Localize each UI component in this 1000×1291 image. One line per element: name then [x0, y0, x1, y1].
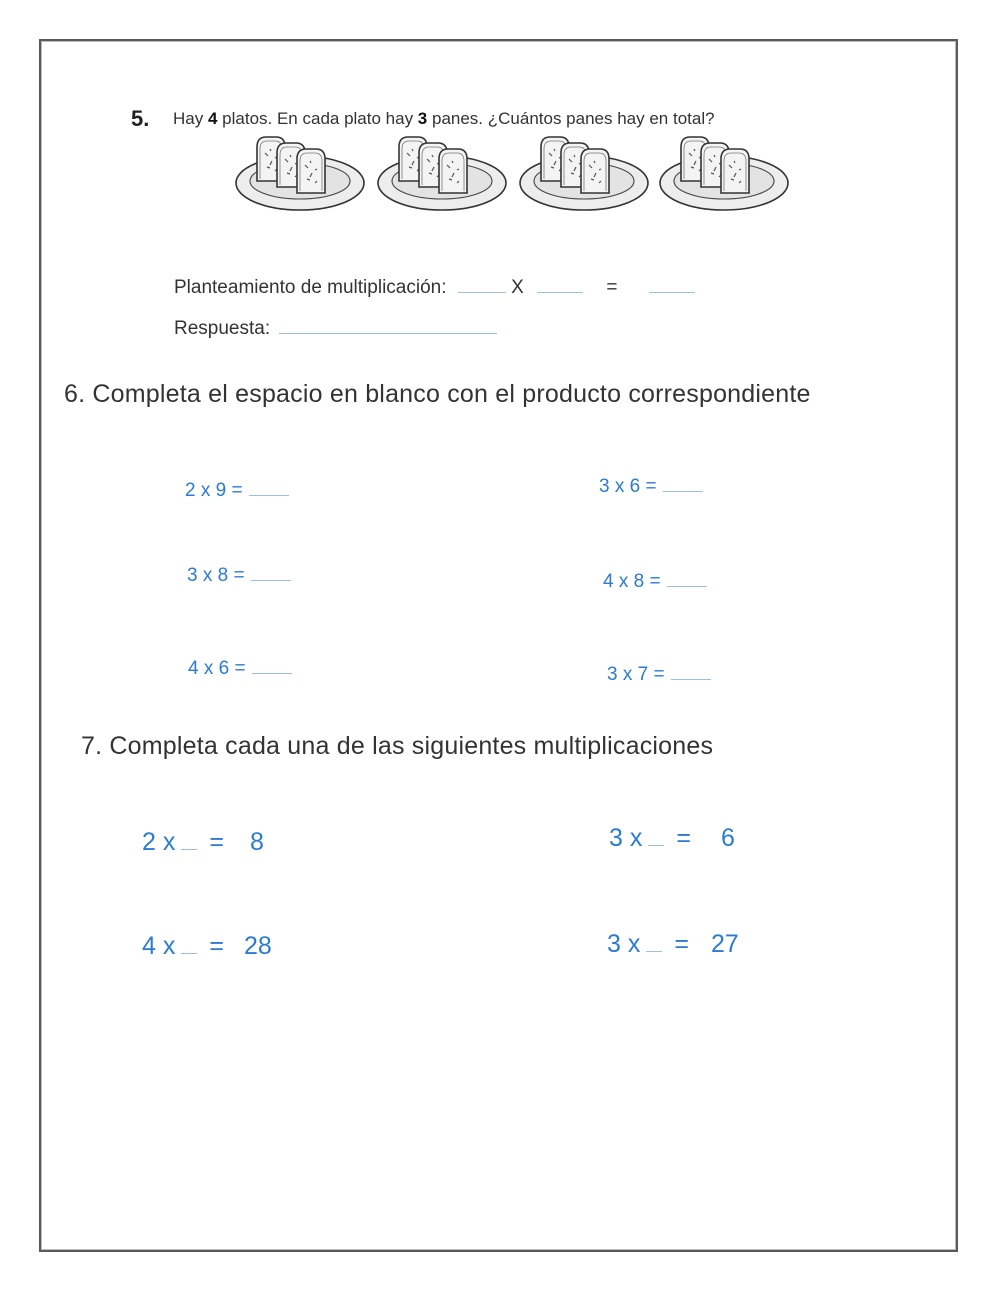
s7-result-4: 27 [710, 930, 739, 958]
s7-result-2: 6 [720, 824, 735, 852]
answer-label: Respuesta: [174, 318, 271, 339]
s6-blank-4[interactable] [667, 586, 707, 587]
s7-blank-4[interactable] [646, 951, 662, 952]
s7-result-3: 28 [243, 932, 272, 960]
bread-count: 3 [417, 109, 428, 128]
plate-1 [236, 137, 364, 210]
multiplication-setup-line [174, 277, 695, 299]
plate-4 [660, 137, 788, 210]
s6-equation-1: 2 x 9 = [185, 480, 289, 502]
s7-blank-3[interactable] [181, 953, 197, 954]
s6-blank-6[interactable] [671, 679, 711, 680]
s7-equation-2: 3 x = 6 [609, 824, 735, 852]
page-border [39, 39, 958, 1252]
s7-blank-2[interactable] [648, 845, 664, 846]
s7-equation-1: 2 x = 8 [142, 828, 264, 856]
setup-blank-1[interactable] [458, 292, 506, 293]
section-6-title: 6. Completa el espacio en blanco con el producto correspondiente [64, 380, 811, 408]
s6-blank-5[interactable] [252, 673, 292, 674]
plates-with-bread-illustration [235, 135, 795, 215]
s6-blank-2[interactable] [663, 491, 703, 492]
plate-3 [520, 137, 648, 210]
s6-equation-4: 4 x 8 = [603, 571, 707, 593]
answer-line [174, 318, 497, 340]
question-5-text: Hay 4 platos. En cada plato hay 3 panes. ¿Cuántos panes hay en total? [173, 109, 715, 128]
equals-sign: = [606, 277, 618, 298]
s6-equation-5: 4 x 6 = [188, 658, 292, 680]
plate-2 [378, 137, 506, 210]
s7-equation-3: 4 x = 28 [142, 932, 272, 960]
s7-result-1: 8 [249, 828, 264, 856]
s6-equation-3: 3 x 8 = [187, 565, 291, 587]
times-sign: X [511, 277, 524, 298]
setup-blank-3[interactable] [649, 292, 695, 293]
plates-count: 4 [207, 109, 218, 128]
setup-blank-2[interactable] [537, 292, 583, 293]
s6-blank-3[interactable] [251, 580, 291, 581]
s7-equation-4: 3 x = 27 [607, 930, 739, 958]
section-7-title: 7. Completa cada una de las siguientes multiplicaciones [81, 732, 714, 760]
question-5-number: 5. [131, 106, 150, 131]
setup-label: Planteamiento de multiplicación: [174, 277, 447, 298]
s6-equation-6: 3 x 7 = [607, 664, 711, 686]
s6-blank-1[interactable] [249, 495, 289, 496]
answer-blank[interactable] [279, 333, 497, 334]
s7-blank-1[interactable] [181, 849, 197, 850]
s6-equation-2: 3 x 6 = [599, 476, 703, 498]
